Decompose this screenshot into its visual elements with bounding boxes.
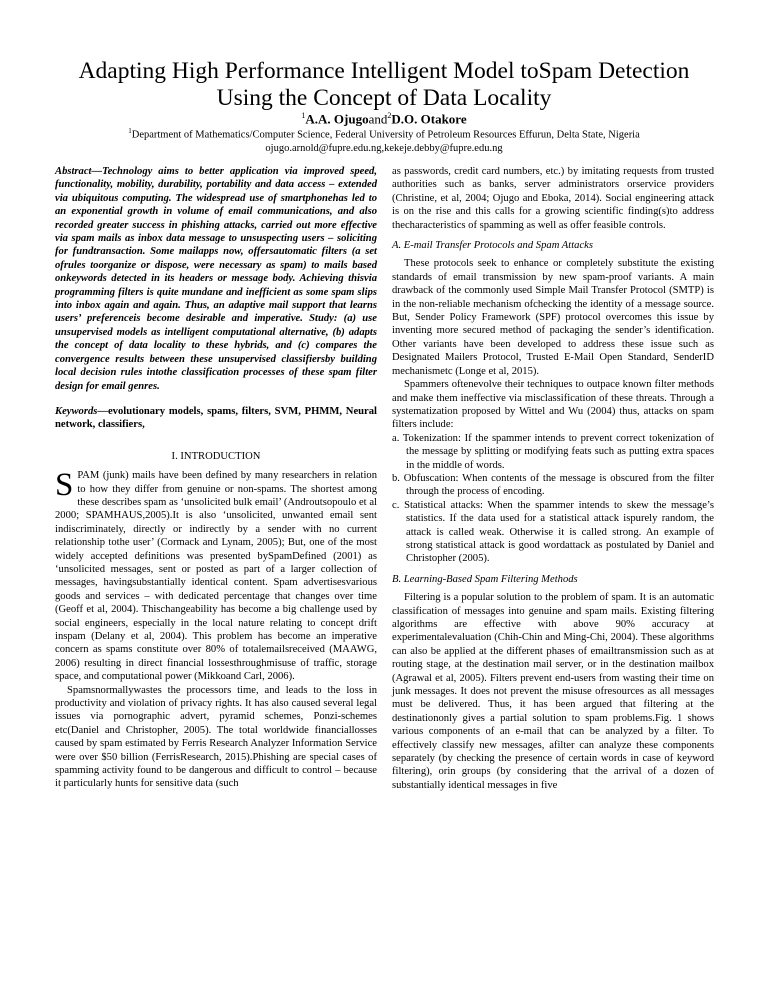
section-title-rest: NTRODUCTION — [183, 450, 261, 462]
affiliation-emails: ojugo.arnold@fupre.edu.ng,kekeje.debby@fupre.edu.ng — [265, 142, 503, 154]
subsection-a-paragraph-2: Spammers oftenevolve their techniques to outpace known filter methods and make them ineffective via misclassification of these threats. Through a systematization proposed by Wittel and Wu (2004) thus, attacks on spam filters include: — [392, 379, 714, 431]
author1-name: A.A. Ojugo — [305, 111, 369, 127]
right-column — [392, 165, 714, 792]
author-and: and — [368, 111, 388, 127]
author2-name: D.O. Otakore — [391, 111, 467, 127]
subsection-a-paragraph-1: These protocols seek to enhance or completely substitute the existing standards of email transmission by new spam-proof variants. A main drawback of the commonly used Simple Mail Transfer Protocol (SMTP) is in the non-reliable mechanism ofchecking the identity of a message source. But, Sender Policy Framework (SPF) protocol overcomes this issue by inventing more secured method of packaging the sender’s identification. Other variants have been developed to address these issue such as Designated Mailers Protocol, Trusted E-Mail Open Standard, SenderID mechanismetc (Longe et al, 2015). — [392, 258, 714, 377]
subsection-heading-a: A. E-mail Transfer Protocols and Spam Attacks — [392, 240, 593, 252]
section-number: I. — [171, 450, 178, 462]
keywords-text: —evolutionary models, spams, filters, SVM, PHMM, Neural network, classifiers, — [55, 405, 377, 431]
affiliation-department: Department of Mathematics/Computer Science, Federal University of Petroleum Resources Effurun, Delta State, Nigeria — [131, 129, 640, 141]
intro-paragraph-2: Spamsnormallywastes the processors time, and leads to the loss in productivity and violation of privacy rights. It has also caused several legal issues via pornographic advert, pyramid schemes, Ponzi-schemes etc(Daniel and Christopher, 2005). The total worldwide financiallosses caused by spam estimated by Ferris Research Analyzer Information Service were over $50 billion (FerrisResearch, 2015).Phishing are special cases of spamming activity found to be dangerous and difficult to control – because it particularly hunts for sensitive data (such — [55, 684, 377, 790]
affiliation — [40, 125, 728, 155]
abstract-text: —Technology aims to better application via improved speed, functionality, mobility, durability, portability and data access – extended via ubiquitous computing. The widespread use of smartphonehas led to an exponential growth in volume of email communications, and also recorded greater success in phishing attacks, carried out more effective via spam mails as inbox data message to unsuspecting users – soliciting for fundtransaction. Some mailapps now, offersautomatic filters (a set ofrules toorganize or dispose, were necessary as spam) to mails based onkeywords detected in its headers or message body. Achieving thisvia programming filters is quite mundane and inefficient as some spam slips into inbox again and again. Thus, an adaptive mail support that learns users’ preferenceis become desirable and imperative. Study: (a) use unsupervised models as intelligent computational alternative, (b) adapts the concept of data locality to these hybrids, and (c) compares the convergence results between these unsupervised classifiersby building local decision rules intothe classification processes of these spam filter design for email genres. — [55, 166, 377, 392]
author1-superscript: 1 — [301, 111, 306, 120]
paper-title: Adapting High Performance Intelligent Model toSpam Detection Using the Concept of Data Locality — [78, 58, 690, 111]
section-heading-introduction — [55, 450, 377, 463]
keywords — [55, 405, 377, 432]
author2-superscript: 2 — [387, 111, 392, 120]
list-item-obfuscation: b. Obfuscation: When contents of the message is obscured from the filter through the process of encoding. — [392, 472, 714, 498]
continued-paragraph: as passwords, credit card numbers, etc.) by imitating requests from trusted authorities such as banks, server administrators orservice providers (Christine, et al, 2004; Ojugo and Eboka, 2014). Social engineering attack is on the rise and this calls for a growing scientific finding(s)to address thecharacteristics of spamming as well as offer feasible controls. — [392, 166, 714, 231]
drop-cap: S — [55, 467, 74, 504]
subsection-heading-b: B. Learning-Based Spam Filtering Methods — [392, 573, 578, 585]
intro-paragraph-1 — [55, 469, 377, 684]
affiliation-superscript: 1 — [128, 127, 132, 135]
intro-paragraph-1-text: PAM (junk) mails have been defined by many researchers in relation to how they differ from genuine or non-spams. The shortest among these describes spam as ‘unsolicited bulk email’ (Androutsopoulo et al 2000; SPAMHAUS,2005).It is also ‘unsolicited, unwanted email sent indiscriminately, directly or indirectly by a sender with no current relationship tothe user’ (Cormack and Lynam, 2005); But, one of the most widely accepted definitions was presented bySpamDefined (2001) as ‘unsolicited messages, sent or posted as part of a larger collection of messages, havingsubstantially identical content. Spam advertisesvarious goods and services – with dedicated percentage that changes over time (Geoff et al, 2004). Thischangeability has become a big challenge used by social engineers, especially in the local nature relating to concept drift inspam (Delany et al, 2004). This problem has become an imperative concern as spams constitute over 80% of totalemailsreceived (MAAWG, 2006) resulting in direct financial lossesthroughmisuse of traffic, storage space, and computational power (Mikkoand Carl, 2006). — [55, 470, 377, 683]
section-title-first: I — [180, 450, 184, 462]
abstract-label: Abstract — [55, 166, 92, 177]
abstract — [55, 165, 377, 393]
list-item-tokenization: a. Tokenization: If the spammer intends to prevent correct tokenization of the message by splitting or modifying feats such as putting extra spaces in the middle of words. — [392, 432, 714, 471]
left-column — [55, 165, 377, 791]
subsection-b-paragraph-1: Filtering is a popular solution to the problem of spam. It is an automatic classification of messages into genuine and spam mails. Existing filtering algorithms are effective with above 90% accuracy at experimentalevaluation (Chih-Chin and Ming-Chi, 2004). These algorithms can also be applied at the different phases of emailtransmission such as at routing stage, at the destination mail server, or in the destination mailbox (Agrawal et al, 2005). Filters prevent end-users from wasting their time on junk messages. It does not prevent the misuse ofresources as all messages must be delivered. Thus, it has been argued that filtering at the destinationonly gives a partial solution to spam problems.Fig. 1 shows various components of an e-mail that can be analyzed by a filter. To effectively classify new messages, afilter can analyze these components separately (by checking the presence of certain words in case of keyword filtering), orin groups (by considering that the arrival of a dozen of substantially identical messages in five — [392, 592, 714, 791]
list-item-statistical-attacks: c. Statistical attacks: When the spammer intends to skew the message’s statistics. If the data used for a statistical attack ispurely random, the attack is called weak. Otherwise it is called strong. An example of strong statistical attack is good wordattack as postulated by Daniel and Christopher (2005). — [392, 499, 714, 565]
keywords-label: Keywords — [55, 405, 98, 417]
